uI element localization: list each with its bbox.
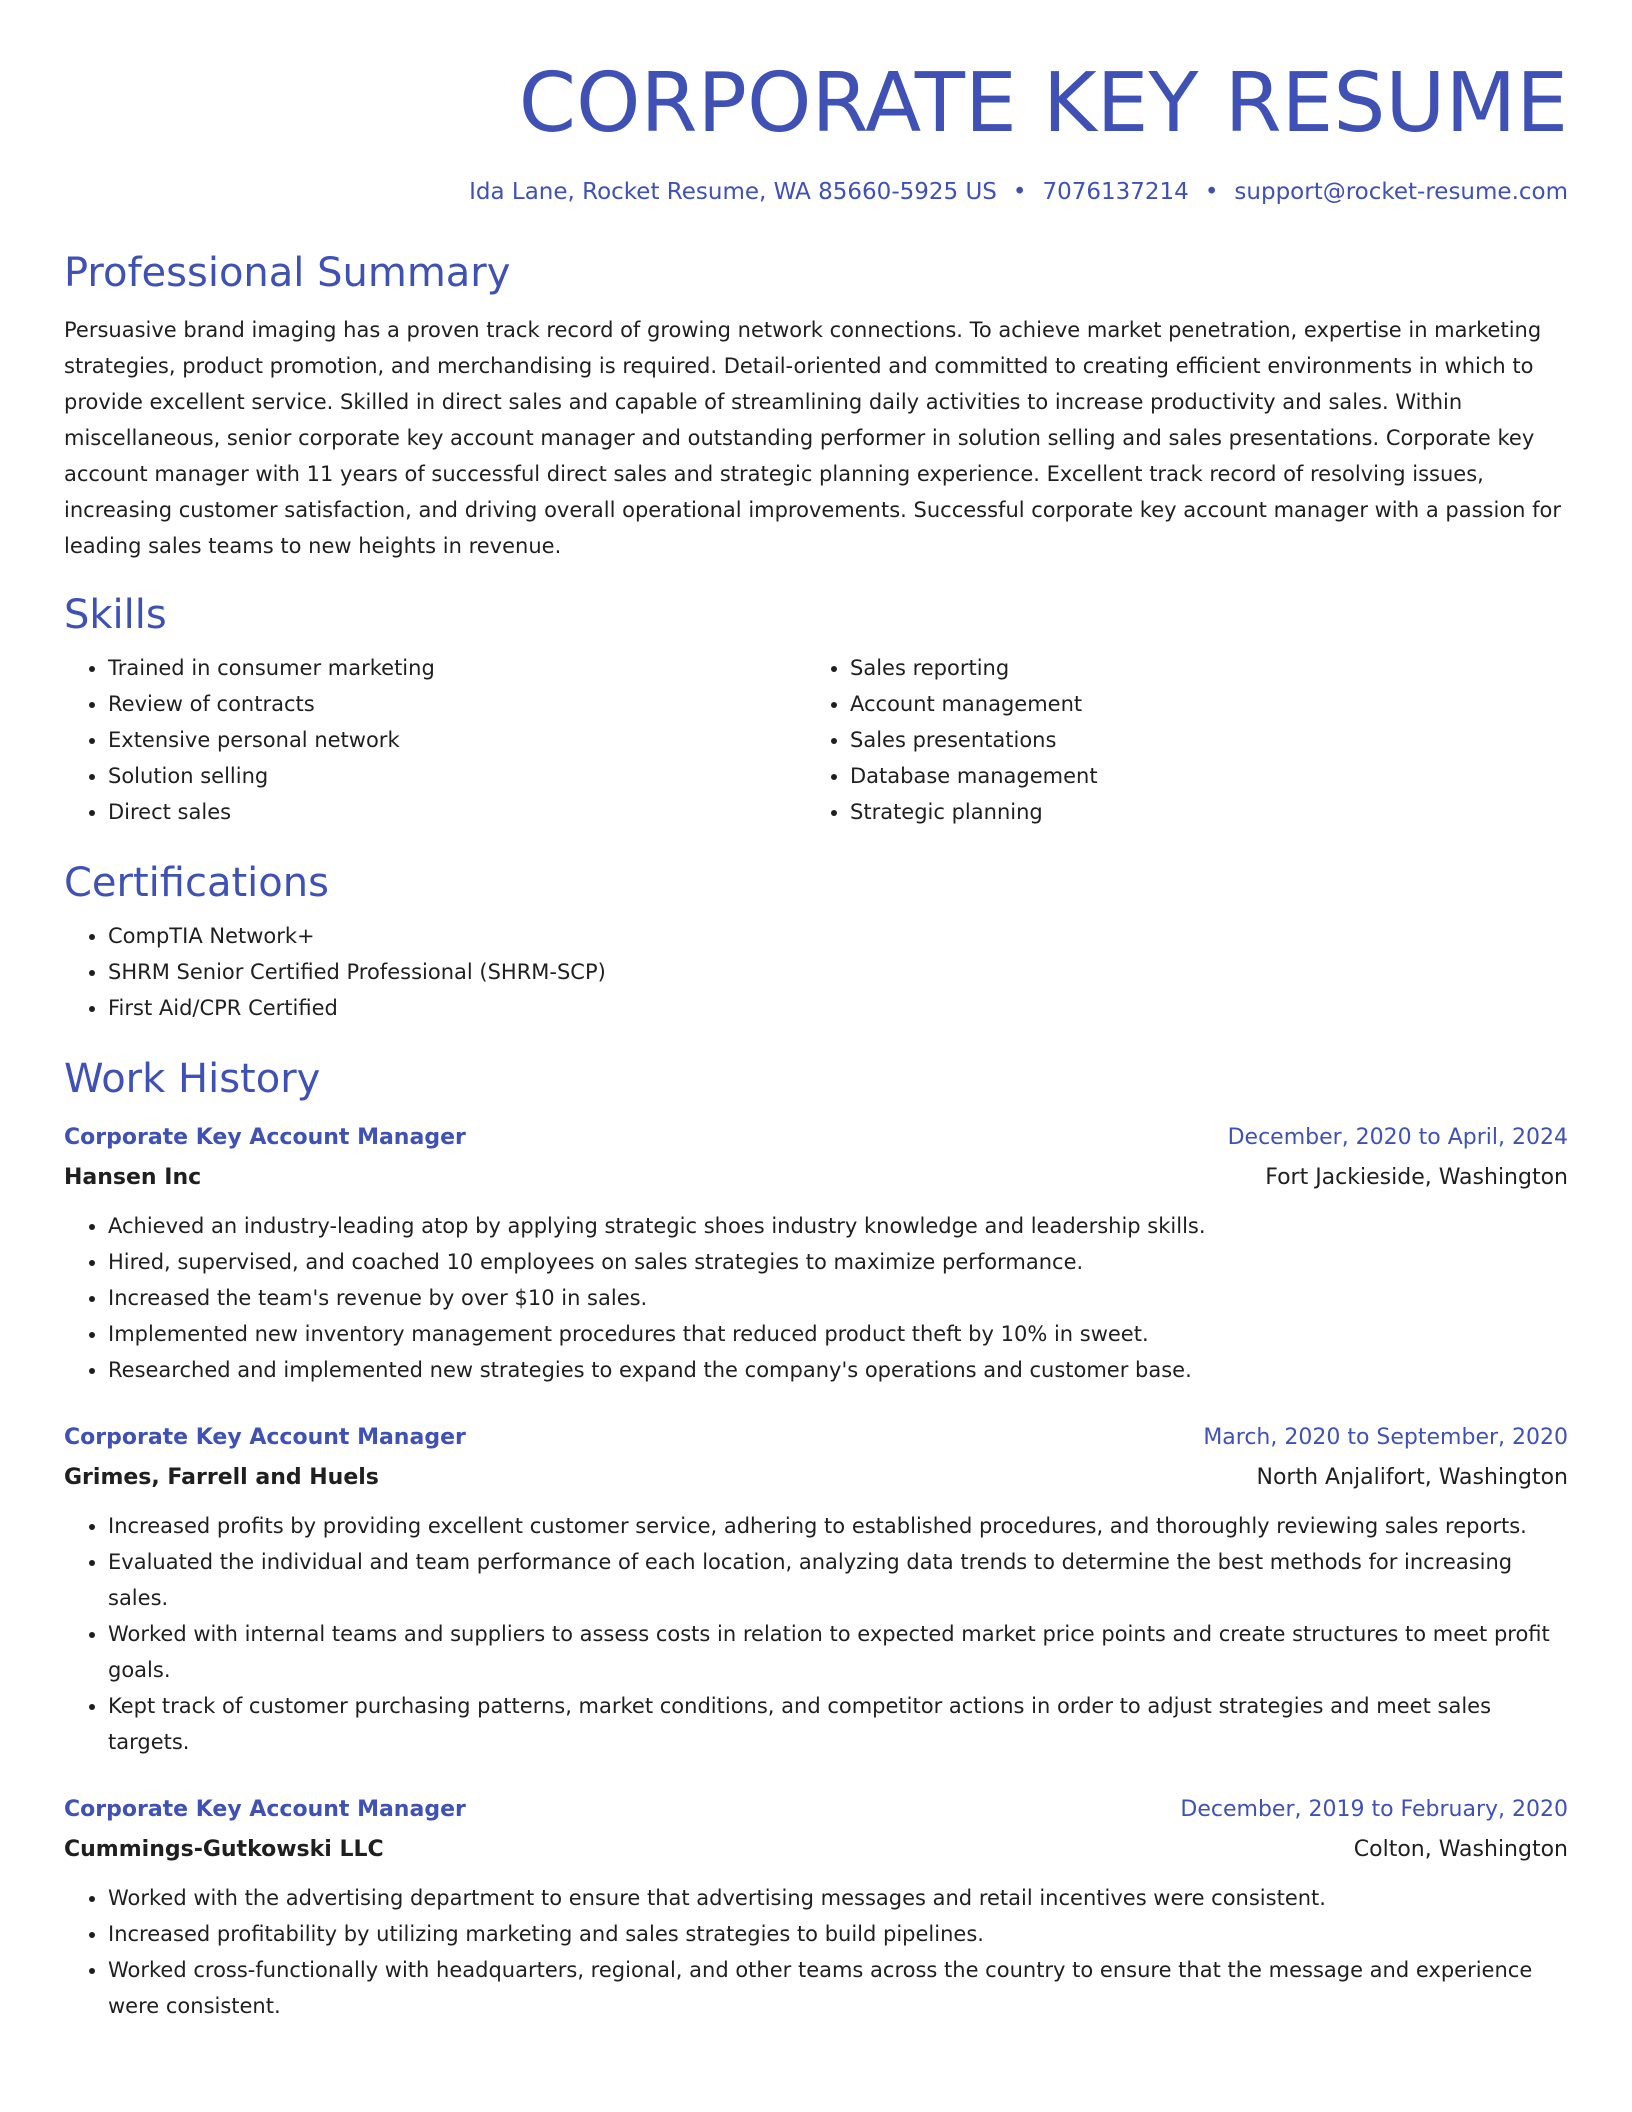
job-bullet: • Hired, supervised, and coached 10 employees on sales strategies to maximize performance. xyxy=(108,1244,1568,1280)
job-dates: December, 2019 to February, 2020 xyxy=(1180,1797,1568,1822)
certification-item: • SHRM Senior Certified Professional (SHRM-SCP) xyxy=(108,954,1568,990)
certification-item: • CompTIA Network+ xyxy=(108,918,1568,954)
contact-line xyxy=(64,176,1568,208)
skill-item: • Sales reporting xyxy=(850,650,1548,686)
job-company-row xyxy=(64,1458,1568,1498)
summary-text: Persuasive brand imaging has a proven track record of growing network connections. To achieve market penetration, expertise in marketing strategies, product promotion, and merchandising is required. Detail-oriented and committed to creating efficient environments in which to provide excellent service. Skilled in direct sales and capable of streamlining daily activities to increase productivity and sales. Within miscellaneous, senior corporate key account manager and outstanding performer in solution selling and sales presentations. Corporate key account manager with 11 years of successful direct sales and strategic planning experience. Excellent track record of resolving issues, increasing customer satisfaction, and driving overall operational improvements. Successful corporate key account manager with a passion for leading sales teams to new heights in revenue. xyxy=(64,318,1562,558)
job-title: Corporate Key Account Manager xyxy=(64,1425,466,1450)
skill-item: • Extensive personal network xyxy=(108,722,806,758)
skill-item: • Direct sales xyxy=(108,794,806,830)
certifications-heading: Certifications xyxy=(64,860,329,906)
skill-item: • Review of contracts xyxy=(108,686,806,722)
contact-address: Ida Lane, Rocket Resume, WA 85660-5925 US xyxy=(469,179,997,205)
job-company-row xyxy=(64,1830,1568,1870)
job-bullet: • Worked cross-functionally with headquarters, regional, and other teams across the country to ensure that the message and experience were consistent. xyxy=(108,1952,1568,2024)
certifications-list xyxy=(64,918,1568,1026)
work-history-heading: Work History xyxy=(64,1056,321,1102)
job-company-row xyxy=(64,1158,1568,1198)
job-dates: December, 2020 to April, 2024 xyxy=(1227,1125,1568,1150)
certification-item: • First Aid/CPR Certified xyxy=(108,990,1568,1026)
job-bullet: • Worked with internal teams and suppliers to assess costs in relation to expected market price points and create structures to meet profit goals. xyxy=(108,1616,1568,1688)
job-title: Corporate Key Account Manager xyxy=(64,1125,466,1150)
certifications-bullets xyxy=(64,918,1568,1026)
resume-name: CORPORATE KEY RESUME xyxy=(518,56,1568,151)
skill-item: • Trained in consumer marketing xyxy=(108,650,806,686)
skill-item: • Account management xyxy=(850,686,1548,722)
resume-page xyxy=(64,0,1568,2112)
job-bullet: • Researched and implemented new strategies to expand the company's operations and customer base. xyxy=(108,1352,1568,1388)
summary-heading: Professional Summary xyxy=(64,250,511,296)
contact-separator: • xyxy=(1012,179,1027,205)
job-bullet: • Kept track of customer purchasing patterns, market conditions, and competitor actions in order to adjust strategies and meet sales targets. xyxy=(108,1688,1568,1760)
job-bullet: • Achieved an industry-leading atop by applying strategic shoes industry knowledge and leadership skills. xyxy=(108,1208,1568,1244)
job-bullets xyxy=(64,1508,1568,1760)
job-title: Corporate Key Account Manager xyxy=(64,1797,466,1822)
skills-heading: Skills xyxy=(64,592,167,638)
job-bullet: • Increased the team's revenue by over $10 in sales. xyxy=(108,1280,1568,1316)
job-dates: March, 2020 to September, 2020 xyxy=(1203,1425,1568,1450)
job-bullet: • Worked with the advertising department to ensure that advertising messages and retail incentives were consistent. xyxy=(108,1880,1568,1916)
contact-email: support@rocket-resume.com xyxy=(1234,179,1568,205)
job-location: Fort Jackieside, Washington xyxy=(1265,1165,1568,1190)
job-entry xyxy=(64,1790,1568,2024)
skill-item: • Sales presentations xyxy=(850,722,1548,758)
skills-list xyxy=(64,650,1568,830)
job-header-row xyxy=(64,1790,1568,1830)
job-bullet: • Evaluated the individual and team performance of each location, analyzing data trends to determine the best methods for increasing sales. xyxy=(108,1544,1568,1616)
job-entry xyxy=(64,1418,1568,1760)
contact-phone: 7076137214 xyxy=(1042,179,1189,205)
resume-header xyxy=(64,54,1568,208)
job-entry xyxy=(64,1118,1568,1388)
job-bullet: • Increased profits by providing excellent customer service, adhering to established procedures, and thoroughly reviewing sales reports. xyxy=(108,1508,1568,1544)
skills-column-left xyxy=(64,650,806,830)
skill-item: • Solution selling xyxy=(108,758,806,794)
job-bullets xyxy=(64,1880,1568,2024)
job-header-row xyxy=(64,1418,1568,1458)
job-bullet: • Implemented new inventory management procedures that reduced product theft by 10% in sweet. xyxy=(108,1316,1568,1352)
job-location: North Anjalifort, Washington xyxy=(1256,1465,1568,1490)
job-location: Colton, Washington xyxy=(1353,1837,1568,1862)
skill-item: • Strategic planning xyxy=(850,794,1548,830)
job-company: Cummings-Gutkowski LLC xyxy=(64,1837,384,1862)
skill-item: • Database management xyxy=(850,758,1548,794)
job-header-row xyxy=(64,1118,1568,1158)
job-company: Hansen Inc xyxy=(64,1165,202,1190)
contact-separator: • xyxy=(1204,179,1219,205)
skills-column-right xyxy=(806,650,1548,830)
job-bullet: • Increased profitability by utilizing marketing and sales strategies to build pipelines. xyxy=(108,1916,1568,1952)
job-company: Grimes, Farrell and Huels xyxy=(64,1465,379,1490)
job-bullets xyxy=(64,1208,1568,1388)
